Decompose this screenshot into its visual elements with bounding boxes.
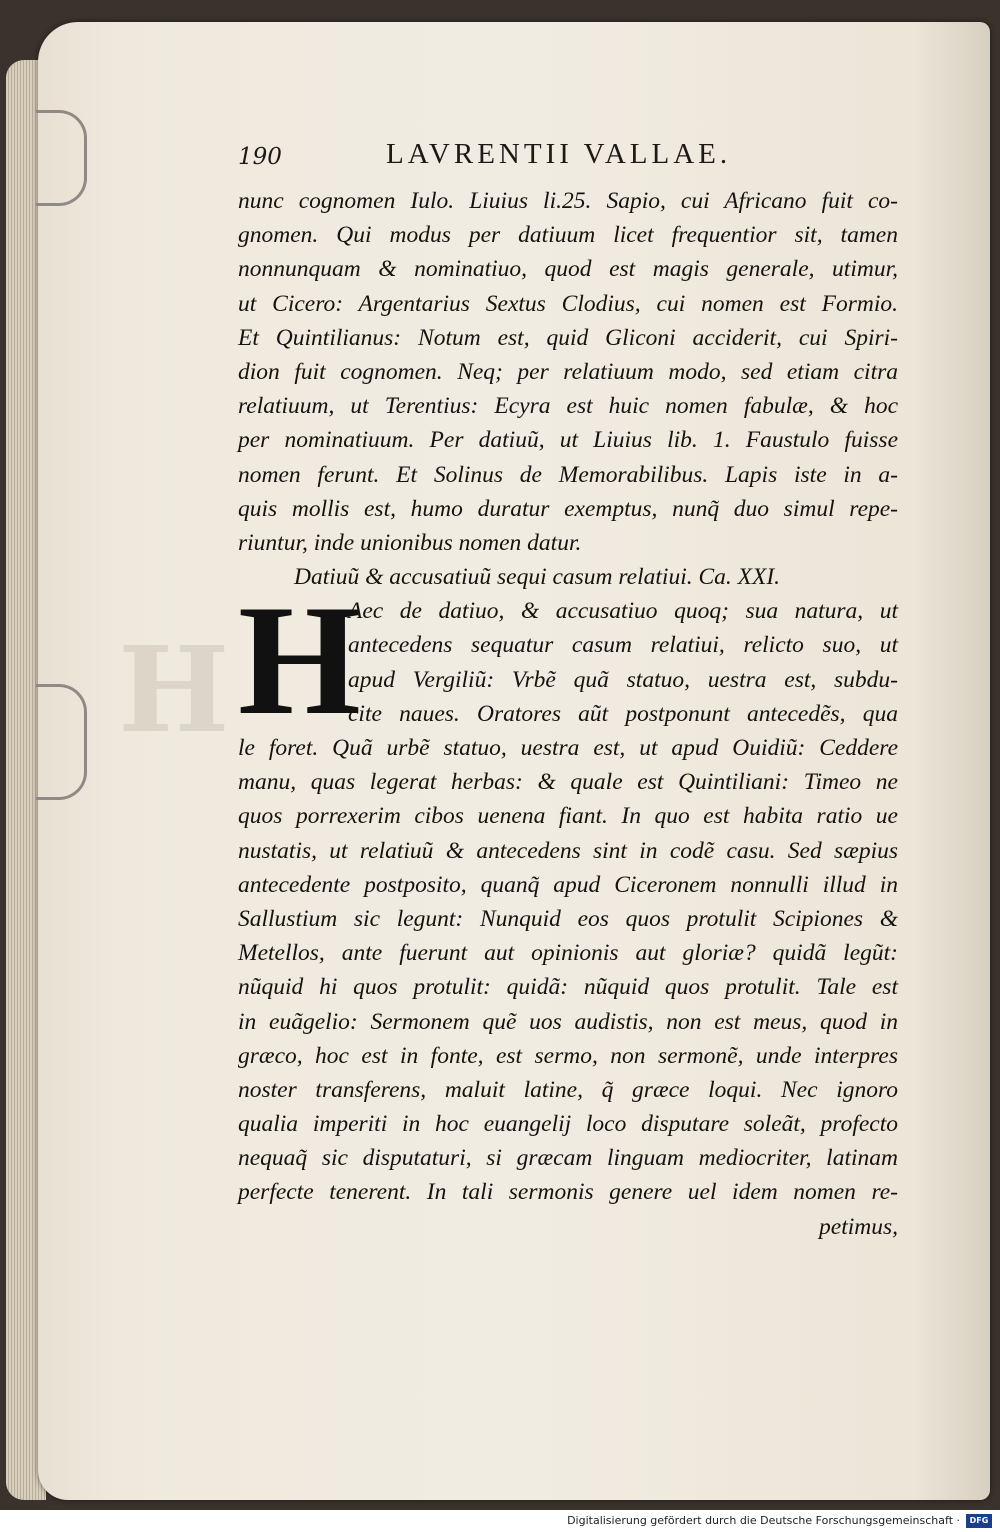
text-line: apud Vergiliũ: Vrbẽ quã statuo, uestra est, subdu- (348, 666, 898, 693)
text-line: perfecte tenerent. In tali sermonis genere uel idem nomen re- (238, 1179, 898, 1206)
dfg-logo-icon: DFG (966, 1514, 992, 1528)
page-clip-middle (36, 684, 87, 800)
text-line: nomen ferunt. Et Solinus de Memorabilibus. Lapis iste in a- (238, 461, 898, 488)
text-line: in euãgelio: Sermonem quẽ uos audistis, non est meus, quod in (238, 1008, 898, 1035)
text-line: Metellos, ante fuerunt aut opinionis aut gloriæ? quidã legũt: (238, 940, 898, 967)
text-line: nũquid hi quos protulit: quidã: nũquid quos protulit. Tale est (238, 974, 898, 1001)
text-line: græco, hoc est in fonte, est sermo, non sermonẽ, unde interpres (238, 1042, 898, 1069)
digitization-credit: Digitalisierung gefördert durch die Deutsche Forschungsgemeinschaft · (567, 1514, 960, 1527)
text-line: relatiuum, ut Terentius: Ecyra est huic nomen fabulæ, & hoc (238, 393, 898, 420)
text-line: gnomen. Qui modus per datiuum licet frequentior sit, tamen (238, 222, 898, 249)
text-line: noster transferens, maluit latine, q̃ græce loqui. Nec ignoro (238, 1076, 898, 1103)
text-line: quis mollis est, humo duratur exemptus, nunq̃ duo simul repe- (238, 495, 898, 522)
paragraph-before-heading (238, 184, 898, 560)
digitization-credit-bar (0, 1510, 1000, 1532)
page-header (238, 138, 898, 178)
body-text (238, 184, 898, 1244)
text-line: per nominatiuum. Per datiuũ, ut Liuius lib. 1. Faustulo fuisse (238, 427, 898, 454)
text-line: riuntur, inde unionibus nomen datur. (238, 529, 582, 556)
running-title: LAVRENTII VALLAE. (386, 138, 732, 170)
catchword: petimus, (819, 1213, 898, 1240)
text-line: Aec de datiuo, & accusatiuo quoq; sua natura, ut (348, 598, 898, 625)
text-line: quos porrexerim cibos uenena fiant. In quo est habita ratio ue (238, 803, 898, 830)
text-line: nustatis, ut relatiuũ & antecedens sint in codẽ casu. Sed sæpius (238, 837, 898, 864)
page-clip-top (36, 110, 87, 206)
text-line: cite naues. Oratores aũt postponunt antecedẽs, qua (348, 700, 898, 727)
text-line: dion fuit cognomen. Neq; per relatiuum modo, sed etiam citra (238, 358, 898, 385)
text-line: antecedente postposito, quanq̃ apud Ciceronem nonnulli illud in (238, 871, 898, 898)
paragraph-after-initial (238, 731, 898, 1210)
text-line: le foret. Quã urbẽ statuo, uestra est, ut apud Ouidiũ: Ceddere (238, 735, 898, 761)
text-line: manu, quas legerat herbas: & quale est Quintiliani: Timeo ne (238, 769, 898, 796)
text-line: ut Cicero: Argentarius Sextus Clodius, cui nomen est Formio. (238, 290, 898, 317)
text-line: qualia imperiti in hoc euangelij loco disputare soleãt, profecto (238, 1111, 898, 1138)
chapter-heading: Datiuũ & accusatiuũ sequi casum relatiui. Ca. XXI. (294, 564, 781, 591)
show-through-letter: H (118, 620, 230, 759)
text-line: nequaq̃ sic disputaturi, si græcam linguam mediocriter, latinam (238, 1145, 898, 1172)
text-line: antecedens sequatur casum relatiui, relicto suo, ut (348, 632, 898, 659)
drop-cap-initial: H (238, 573, 361, 749)
text-line: nunc cognomen Iulo. Liuius li.25. Sapio, cui Africano fuit co- (238, 188, 898, 214)
page-number: 190 (238, 144, 282, 170)
text-line: Sallustium sic legunt: Nunquid eos quos protulit Scipiones & (238, 905, 898, 932)
text-line: Et Quintilianus: Notum est, quid Gliconi acciderit, cui Spiri- (238, 324, 898, 351)
text-line: nonnunquam & nominatiuo, quod est magis generale, utimur, (238, 256, 898, 283)
